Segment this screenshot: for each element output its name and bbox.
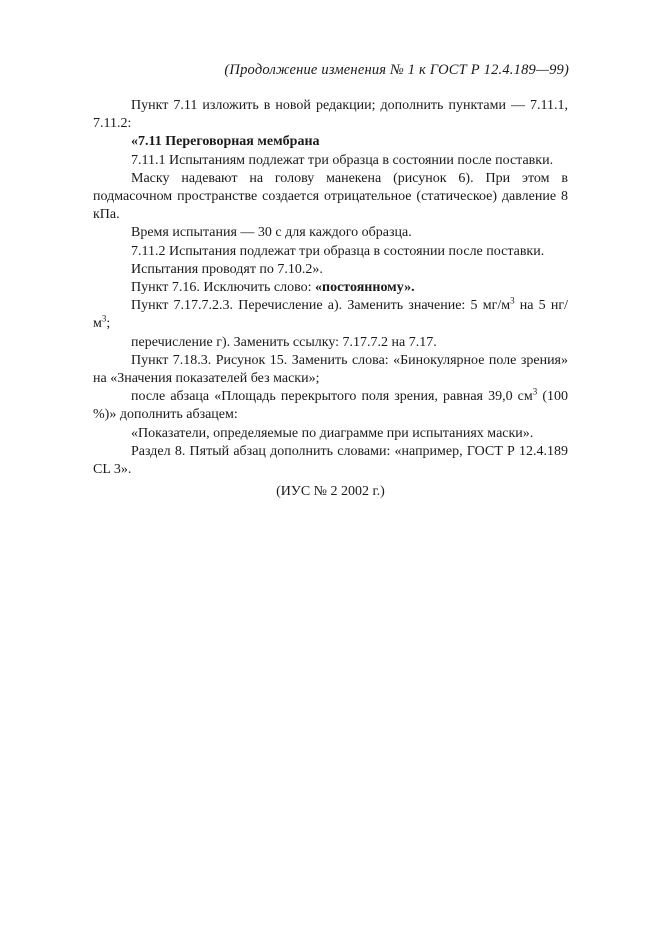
paragraph: [93, 297, 568, 333]
paragraph-text: на 5 нг/м: [93, 298, 568, 332]
paragraph-text: Пункт 7.17.7.2.3. Перечисление а). Заменить значение: 5 мг/м: [131, 298, 511, 314]
superscript: 3: [101, 313, 107, 324]
paragraph: [93, 279, 568, 297]
paragraph: 7.11.2 Испытания подлежат три образца в состоянии после поставки.: [131, 243, 545, 259]
superscript: 3: [532, 386, 538, 397]
paragraph: Маску надевают на голову манекена (рисунок 6). При этом в подмасочном пространстве создается отрицательное (статическое) давление 8 кПа.: [93, 170, 568, 223]
paragraph: Время испытания — 30 с для каждого образца.: [131, 225, 412, 241]
section-heading: «7.11 Переговорная мембрана: [131, 134, 320, 150]
bold-word: «постоянному».: [315, 280, 415, 296]
paragraph: Пункт 7.18.3. Рисунок 15. Заменить слова: «Бинокулярное поле зрения» на «Значения показателей без маски»;: [93, 352, 568, 387]
paragraph-text: Пункт 7.16. Исключить слово:: [131, 280, 316, 296]
paragraph-text: после абзаца «Площадь перекрытого поля зрения, равная 39,0 см: [131, 389, 533, 405]
paragraph: Раздел 8. Пятый абзац дополнить словами: «например, ГОСТ Р 12.4.189 CL 3».: [93, 443, 568, 478]
paragraph: перечисление г). Заменить ссылку: 7.17.7.2 на 7.17.: [131, 334, 437, 350]
document-body: [93, 97, 568, 479]
paragraph: Пункт 7.11 изложить в новой редакции; дополнить пунктами — 7.11.1, 7.11.2:: [93, 98, 568, 132]
paragraph: [93, 388, 568, 424]
superscript: 3: [510, 295, 515, 306]
page-footer: (ИУС № 2 2002 г.): [276, 484, 385, 499]
page-header: (Продолжение изменения № 1 к ГОСТ Р 12.4.189—99): [224, 62, 569, 78]
paragraph-text: (100 %)» дополнить абзацем:: [93, 389, 568, 423]
paragraph: «Показатели, определяемые по диаграмме при испытаниях маски».: [131, 425, 534, 441]
paragraph: 7.11.1 Испытаниям подлежат три образца в состоянии после поставки.: [131, 152, 554, 168]
paragraph-text: ;: [106, 316, 111, 332]
paragraph: Испытания проводят по 7.10.2».: [131, 261, 323, 277]
